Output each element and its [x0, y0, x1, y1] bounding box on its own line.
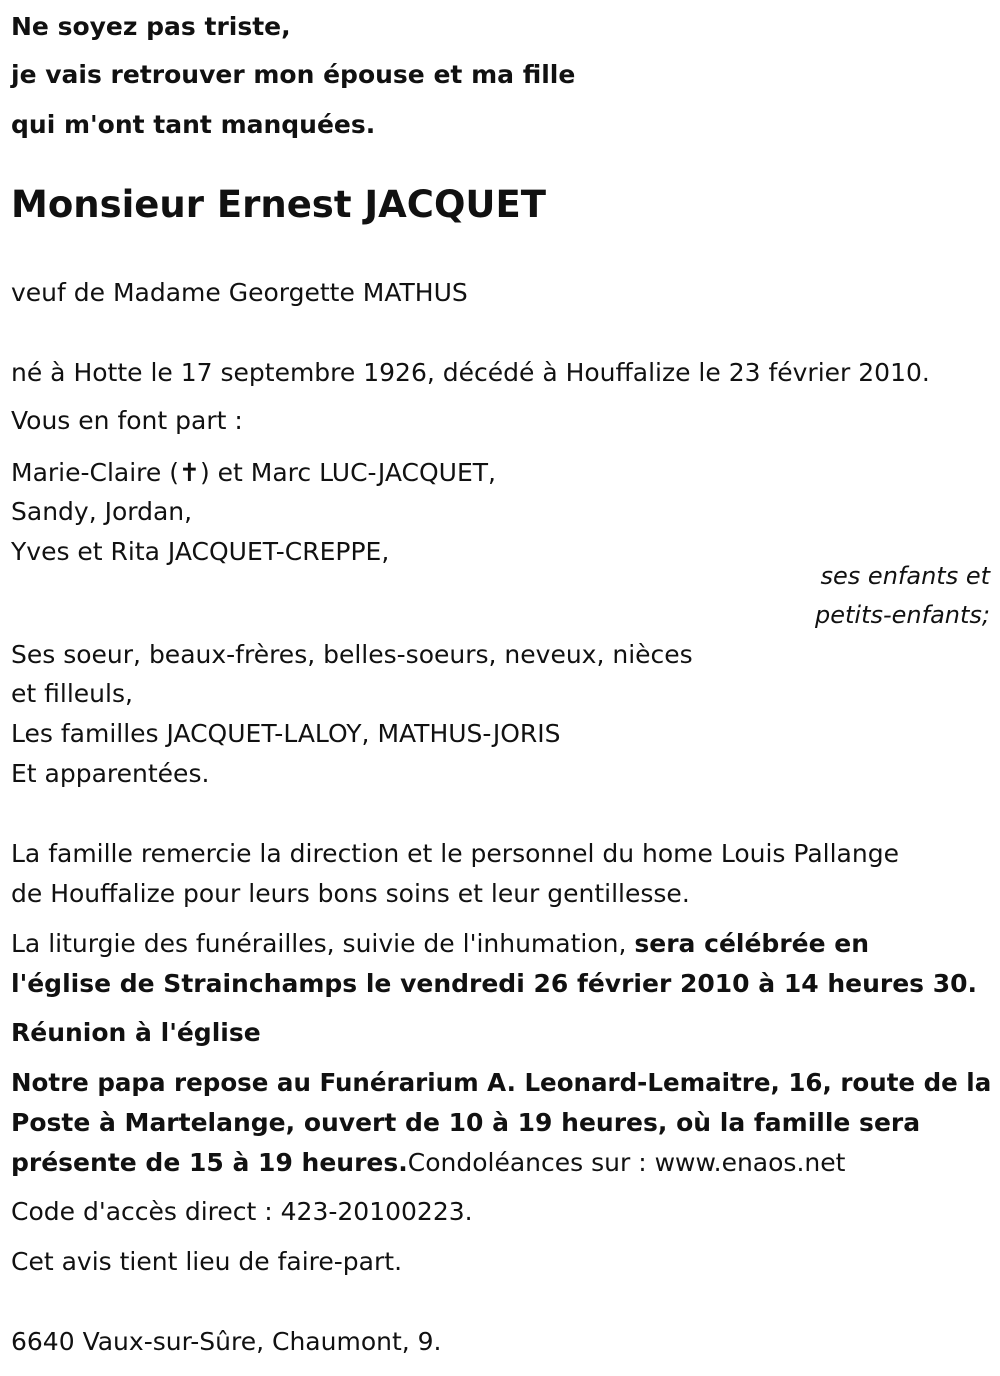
meeting-line: Réunion à l'église [11, 1018, 261, 1047]
children-line-2: Sandy, Jordan, [11, 497, 193, 526]
thanks-line-2: de Houffalize pour leurs bons soins et leur gentillesse. [11, 879, 690, 908]
address-line: 6640 Vaux-sur-Sûre, Chaumont, 9. [11, 1327, 442, 1356]
quote-line-1: Ne soyez pas triste, [11, 12, 291, 41]
children-line-3: Yves et Rita JACQUET-CREPPE, [11, 537, 390, 566]
family-line-4: Et apparentées. [11, 759, 210, 788]
notice-line: Cet avis tient lieu de faire-part. [11, 1247, 403, 1276]
children-role-2: petits-enfants; [815, 601, 990, 629]
rest-line-1: Notre papa repose au Funérarium A. Leonard-Lemaitre, 16, route de la [11, 1068, 992, 1097]
liturgy-line-1 [11, 929, 869, 959]
liturgy-bold-text: sera célébrée en [634, 929, 870, 958]
quote-line-3: qui m'ont tant manquées. [11, 110, 376, 139]
announce-line: Vous en font part : [11, 406, 243, 435]
rest-line-2: Poste à Martelange, ouvert de 10 à 19 heures, où la famille sera [11, 1108, 921, 1137]
widower-line: veuf de Madame Georgette MATHUS [11, 278, 468, 307]
deceased-name: Monsieur Ernest JACQUET [11, 183, 546, 226]
rest-bold-text: présente de 15 à 19 heures. [11, 1148, 408, 1177]
family-line-1: Ses soeur, beaux-frères, belles-soeurs, neveux, nièces [11, 640, 693, 669]
condolences-text: Condoléances sur : www.enaos.net [407, 1148, 846, 1177]
rest-line-3 [11, 1148, 845, 1178]
liturgy-line-2: l'église de Strainchamps le vendredi 26 février 2010 à 14 heures 30. [11, 969, 978, 998]
liturgy-normal-text: La liturgie des funérailles, suivie de l'inhumation, [11, 929, 635, 958]
birth-death-line: né à Hotte le 17 septembre 1926, décédé à Houffalize le 23 février 2010. [11, 358, 930, 387]
children-line-1: Marie-Claire (✝) et Marc LUC-JACQUET, [11, 458, 496, 487]
family-line-3: Les familles JACQUET-LALOY, MATHUS-JORIS [11, 719, 561, 748]
family-line-2: et filleuls, [11, 679, 133, 708]
thanks-line-1: La famille remercie la direction et le personnel du home Louis Pallange [11, 839, 899, 868]
quote-line-2: je vais retrouver mon épouse et ma fille [11, 60, 576, 89]
children-role-1: ses enfants et [820, 562, 990, 590]
access-code-line: Code d'accès direct : 423-20100223. [11, 1197, 473, 1226]
